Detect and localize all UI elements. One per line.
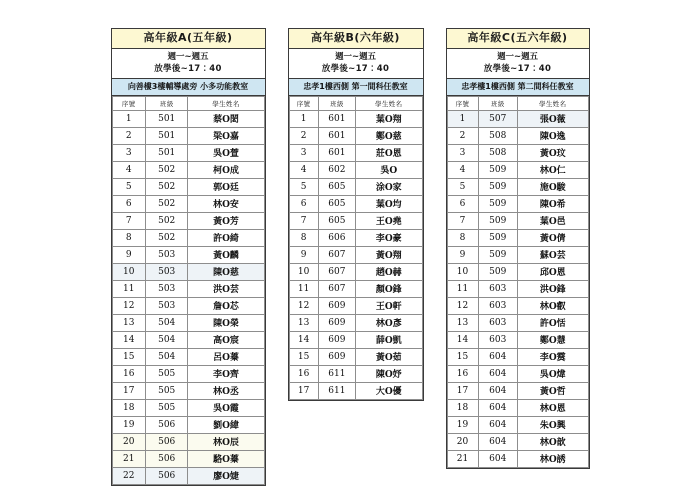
table-row [447, 433, 588, 450]
cell-class: 505 [145, 365, 188, 382]
cell-class: 509 [478, 212, 517, 229]
cell-seq: 16 [447, 365, 478, 382]
cell-seq: 7 [289, 212, 318, 229]
table-row [289, 161, 422, 178]
cell-seq: 5 [112, 178, 145, 195]
roster-body-b [289, 110, 422, 399]
cell-class: 603 [478, 297, 517, 314]
cell-seq: 17 [289, 382, 318, 399]
table-row [289, 212, 422, 229]
cell-class: 603 [478, 280, 517, 297]
cell-class: 502 [145, 212, 188, 229]
cell-student-name: 薛O凱 [355, 331, 422, 348]
table-row [447, 161, 588, 178]
cell-seq: 6 [447, 195, 478, 212]
cell-seq: 2 [447, 127, 478, 144]
table-row [112, 297, 264, 314]
panel-location-b: 忠孝1樓西側 第一間科任教室 [288, 79, 424, 96]
cell-student-name: 邱O恩 [517, 263, 588, 280]
roster-table-c [447, 96, 589, 468]
cell-class: 506 [145, 450, 188, 467]
cell-student-name: 吳O萱 [188, 144, 264, 161]
cell-student-name: 葉O邑 [517, 212, 588, 229]
table-row [112, 450, 264, 467]
cell-class: 601 [318, 144, 355, 161]
table-row [112, 246, 264, 263]
cell-seq: 2 [112, 127, 145, 144]
cell-class: 607 [318, 246, 355, 263]
cell-seq: 6 [112, 195, 145, 212]
cell-student-name: 梁O嘉 [188, 127, 264, 144]
cell-class: 504 [145, 348, 188, 365]
table-row [447, 110, 588, 127]
cell-class: 508 [478, 127, 517, 144]
table-row [447, 365, 588, 382]
cell-student-name: 林O誘 [517, 450, 588, 467]
table-row [447, 212, 588, 229]
table-row [112, 314, 264, 331]
panel-title-b: 高年級B(六年級) [288, 28, 424, 49]
table-row [112, 433, 264, 450]
cell-student-name: 林O叡 [517, 297, 588, 314]
column-header-class: 班級 [145, 96, 188, 110]
table-row [447, 195, 588, 212]
schedule-days-c: 週一~週五 [496, 52, 539, 63]
table-row [112, 110, 264, 127]
cell-class: 502 [145, 195, 188, 212]
cell-student-name: 黃O翔 [355, 246, 422, 263]
panel-title-a: 高年級A(五年級) [111, 28, 266, 49]
cell-seq: 21 [112, 450, 145, 467]
table-header-row [289, 96, 422, 110]
table-row [447, 127, 588, 144]
table-row [289, 229, 422, 246]
cell-seq: 17 [112, 382, 145, 399]
cell-seq: 12 [289, 297, 318, 314]
cell-seq: 17 [447, 382, 478, 399]
cell-student-name: 林O彥 [355, 314, 422, 331]
panel-title-c: 高年級C(五六年級) [446, 28, 590, 49]
table-row [447, 297, 588, 314]
cell-student-name: 林O安 [188, 195, 264, 212]
table-row [447, 450, 588, 467]
cell-class: 609 [318, 348, 355, 365]
cell-class: 502 [145, 178, 188, 195]
cell-seq: 19 [447, 416, 478, 433]
schedule-time-a: 放學後~17：40 [154, 63, 222, 74]
cell-seq: 4 [112, 161, 145, 178]
cell-class: 604 [478, 416, 517, 433]
cell-class: 504 [145, 331, 188, 348]
cell-class: 502 [145, 229, 188, 246]
cell-seq: 19 [112, 416, 145, 433]
table-row [289, 314, 422, 331]
cell-seq: 15 [447, 348, 478, 365]
cell-student-name: 黃O哲 [517, 382, 588, 399]
cell-class: 501 [145, 110, 188, 127]
cell-student-name: 趙O赫 [355, 263, 422, 280]
cell-student-name: 高O宸 [188, 331, 264, 348]
column-header-name: 學生姓名 [517, 96, 588, 110]
cell-class: 602 [318, 161, 355, 178]
table-row [289, 144, 422, 161]
cell-seq: 3 [112, 144, 145, 161]
table-row [447, 314, 588, 331]
cell-class: 601 [318, 110, 355, 127]
cell-seq: 10 [289, 263, 318, 280]
cell-seq: 1 [112, 110, 145, 127]
column-header-name: 學生姓名 [188, 96, 264, 110]
cell-seq: 13 [289, 314, 318, 331]
table-row [447, 382, 588, 399]
cell-seq: 5 [289, 178, 318, 195]
roster-table-b [289, 96, 423, 400]
cell-class: 601 [318, 127, 355, 144]
roster-panel-c [446, 28, 590, 469]
cell-class: 503 [145, 246, 188, 263]
cell-seq: 15 [289, 348, 318, 365]
cell-student-name: 陳O逸 [517, 127, 588, 144]
cell-student-name: 陳O希 [517, 195, 588, 212]
cell-class: 606 [318, 229, 355, 246]
cell-student-name: 林O丞 [188, 382, 264, 399]
cell-seq: 6 [289, 195, 318, 212]
cell-student-name: 大O優 [355, 382, 422, 399]
cell-class: 609 [318, 331, 355, 348]
cell-student-name: 許O綺 [188, 229, 264, 246]
cell-class: 604 [478, 450, 517, 467]
cell-class: 503 [145, 263, 188, 280]
cell-student-name: 劉O緯 [188, 416, 264, 433]
table-row [289, 348, 422, 365]
cell-class: 507 [478, 110, 517, 127]
table-row [289, 297, 422, 314]
cell-class: 605 [318, 195, 355, 212]
cell-seq: 13 [447, 314, 478, 331]
cell-class: 506 [145, 433, 188, 450]
cell-class: 605 [318, 212, 355, 229]
cell-class: 506 [145, 467, 188, 484]
schedule-time-b: 放學後~17：40 [321, 63, 390, 74]
table-row [112, 178, 264, 195]
table-row [112, 382, 264, 399]
table-row [112, 144, 264, 161]
table-row [289, 382, 422, 399]
table-header-row [447, 96, 588, 110]
table-row [447, 144, 588, 161]
cell-seq: 22 [112, 467, 145, 484]
cell-seq: 14 [447, 331, 478, 348]
cell-student-name: 鄭O慧 [517, 331, 588, 348]
cell-seq: 13 [112, 314, 145, 331]
cell-student-name: 陳O榮 [188, 314, 264, 331]
table-row [289, 280, 422, 297]
cell-seq: 3 [289, 144, 318, 161]
cell-seq: 15 [112, 348, 145, 365]
cell-seq: 1 [289, 110, 318, 127]
roster-panel-b [288, 28, 424, 401]
cell-student-name: 駱O蓁 [188, 450, 264, 467]
cell-class: 509 [478, 246, 517, 263]
table-row [112, 195, 264, 212]
cell-class: 509 [478, 263, 517, 280]
cell-seq: 1 [447, 110, 478, 127]
panel-location-c: 忠孝樓1樓西側 第二間科任教室 [446, 79, 590, 96]
cell-student-name: 李O齊 [188, 365, 264, 382]
cell-seq: 16 [112, 365, 145, 382]
roster-table-wrap-a [111, 96, 266, 486]
cell-seq: 4 [289, 161, 318, 178]
cell-seq: 9 [112, 246, 145, 263]
table-row [289, 195, 422, 212]
panel-schedule-b [288, 49, 424, 79]
cell-class: 503 [145, 280, 188, 297]
table-header-row [112, 96, 264, 110]
column-header-seq: 序號 [447, 96, 478, 110]
table-row [447, 280, 588, 297]
cell-class: 504 [145, 314, 188, 331]
panel-schedule-c [446, 49, 590, 79]
cell-class: 604 [478, 399, 517, 416]
schedule-days-b: 週一~週五 [334, 52, 377, 63]
cell-student-name: 葉O翔 [355, 110, 422, 127]
cell-seq: 20 [112, 433, 145, 450]
cell-student-name: 陳O慈 [188, 263, 264, 280]
cell-seq: 9 [447, 246, 478, 263]
table-row [447, 263, 588, 280]
table-row [289, 127, 422, 144]
table-row [112, 229, 264, 246]
table-row [447, 331, 588, 348]
cell-seq: 14 [289, 331, 318, 348]
schedule-time-c: 放學後~17：40 [483, 63, 552, 74]
table-row [289, 110, 422, 127]
cell-student-name: 林O歆 [517, 433, 588, 450]
cell-student-name: 呂O蓁 [188, 348, 264, 365]
cell-student-name: 黃O麟 [188, 246, 264, 263]
roster-panel-a [111, 28, 266, 486]
column-header-seq: 序號 [289, 96, 318, 110]
cell-student-name: 蘇O芸 [517, 246, 588, 263]
cell-seq: 5 [447, 178, 478, 195]
roster-table-wrap-c [446, 96, 590, 469]
roster-table-wrap-b [288, 96, 424, 401]
cell-student-name: 黃O茹 [355, 348, 422, 365]
cell-student-name: 洪O鋒 [517, 280, 588, 297]
cell-class: 509 [478, 195, 517, 212]
panel-schedule-a [111, 49, 266, 79]
cell-seq: 21 [447, 450, 478, 467]
table-row [112, 212, 264, 229]
table-row [112, 161, 264, 178]
cell-class: 503 [145, 297, 188, 314]
cell-student-name: 黃O玟 [517, 144, 588, 161]
cell-seq: 7 [447, 212, 478, 229]
cell-student-name: 張O薇 [517, 110, 588, 127]
cell-seq: 11 [447, 280, 478, 297]
roster-body-a [112, 110, 264, 484]
cell-student-name: 詹O芯 [188, 297, 264, 314]
table-row [112, 399, 264, 416]
cell-student-name: 吳O煒 [517, 365, 588, 382]
cell-student-name: 林O仁 [517, 161, 588, 178]
cell-class: 505 [145, 382, 188, 399]
cell-student-name: 莊O恩 [355, 144, 422, 161]
table-row [289, 263, 422, 280]
cell-seq: 10 [447, 263, 478, 280]
cell-seq: 10 [112, 263, 145, 280]
cell-class: 609 [318, 314, 355, 331]
cell-student-name: 施O駿 [517, 178, 588, 195]
cell-seq: 9 [289, 246, 318, 263]
column-header-class: 班級 [478, 96, 517, 110]
cell-seq: 20 [447, 433, 478, 450]
cell-class: 505 [145, 399, 188, 416]
cell-student-name: 柯O成 [188, 161, 264, 178]
cell-seq: 16 [289, 365, 318, 382]
cell-student-name: 林O恩 [517, 399, 588, 416]
table-row [289, 246, 422, 263]
table-row [289, 178, 422, 195]
table-row [447, 178, 588, 195]
table-row [289, 365, 422, 382]
cell-student-name: 葉O均 [355, 195, 422, 212]
schedule-days-a: 週一~週五 [167, 52, 209, 63]
cell-student-name: 鄭O慈 [355, 127, 422, 144]
cell-class: 509 [478, 229, 517, 246]
cell-student-name: 顏O鋒 [355, 280, 422, 297]
cell-seq: 18 [112, 399, 145, 416]
table-row [447, 416, 588, 433]
cell-class: 509 [478, 161, 517, 178]
cell-student-name: 陳O妤 [355, 365, 422, 382]
cell-seq: 2 [289, 127, 318, 144]
cell-student-name: 林O辰 [188, 433, 264, 450]
table-row [447, 348, 588, 365]
cell-seq: 8 [112, 229, 145, 246]
cell-student-name: 廖O婕 [188, 467, 264, 484]
cell-class: 502 [145, 161, 188, 178]
cell-seq: 7 [112, 212, 145, 229]
table-row [447, 399, 588, 416]
table-row [112, 263, 264, 280]
cell-seq: 11 [112, 280, 145, 297]
table-row [112, 331, 264, 348]
cell-class: 604 [478, 382, 517, 399]
cell-seq: 18 [447, 399, 478, 416]
cell-seq: 12 [447, 297, 478, 314]
table-row [112, 467, 264, 484]
cell-student-name: 李O霙 [517, 348, 588, 365]
cell-class: 605 [318, 178, 355, 195]
cell-student-name: 涂O家 [355, 178, 422, 195]
cell-seq: 8 [447, 229, 478, 246]
cell-class: 506 [145, 416, 188, 433]
cell-student-name: 王O堯 [355, 212, 422, 229]
cell-class: 603 [478, 331, 517, 348]
cell-class: 607 [318, 280, 355, 297]
cell-student-name: 李O豪 [355, 229, 422, 246]
roster-body-c [447, 110, 588, 467]
table-row [112, 280, 264, 297]
cell-seq: 11 [289, 280, 318, 297]
table-row [112, 348, 264, 365]
cell-seq: 14 [112, 331, 145, 348]
cell-class: 604 [478, 365, 517, 382]
cell-class: 607 [318, 263, 355, 280]
cell-class: 501 [145, 127, 188, 144]
table-row [112, 365, 264, 382]
cell-student-name: 王O軒 [355, 297, 422, 314]
cell-seq: 4 [447, 161, 478, 178]
cell-seq: 12 [112, 297, 145, 314]
cell-class: 603 [478, 314, 517, 331]
table-row [447, 229, 588, 246]
column-header-name: 學生姓名 [355, 96, 422, 110]
cell-class: 509 [478, 178, 517, 195]
table-row [112, 416, 264, 433]
cell-student-name: 洪O芸 [188, 280, 264, 297]
cell-student-name: 朱O興 [517, 416, 588, 433]
panel-location-a: 向善樓3樓輔導處旁 小多功能教室 [111, 79, 266, 96]
cell-class: 501 [145, 144, 188, 161]
cell-class: 611 [318, 365, 355, 382]
cell-class: 604 [478, 433, 517, 450]
cell-class: 611 [318, 382, 355, 399]
cell-class: 604 [478, 348, 517, 365]
roster-table-a [112, 96, 265, 485]
cell-student-name: 黃O芳 [188, 212, 264, 229]
cell-student-name: 許O恬 [517, 314, 588, 331]
table-row [447, 246, 588, 263]
cell-seq: 3 [447, 144, 478, 161]
cell-class: 609 [318, 297, 355, 314]
cell-student-name: 郭O廷 [188, 178, 264, 195]
cell-student-name: 黃O倩 [517, 229, 588, 246]
cell-seq: 8 [289, 229, 318, 246]
cell-student-name: 蔡O閎 [188, 110, 264, 127]
cell-class: 508 [478, 144, 517, 161]
table-row [112, 127, 264, 144]
cell-student-name: 吳O [355, 161, 422, 178]
cell-student-name: 吳O霞 [188, 399, 264, 416]
column-header-class: 班級 [318, 96, 355, 110]
table-row [289, 331, 422, 348]
column-header-seq: 序號 [112, 96, 145, 110]
